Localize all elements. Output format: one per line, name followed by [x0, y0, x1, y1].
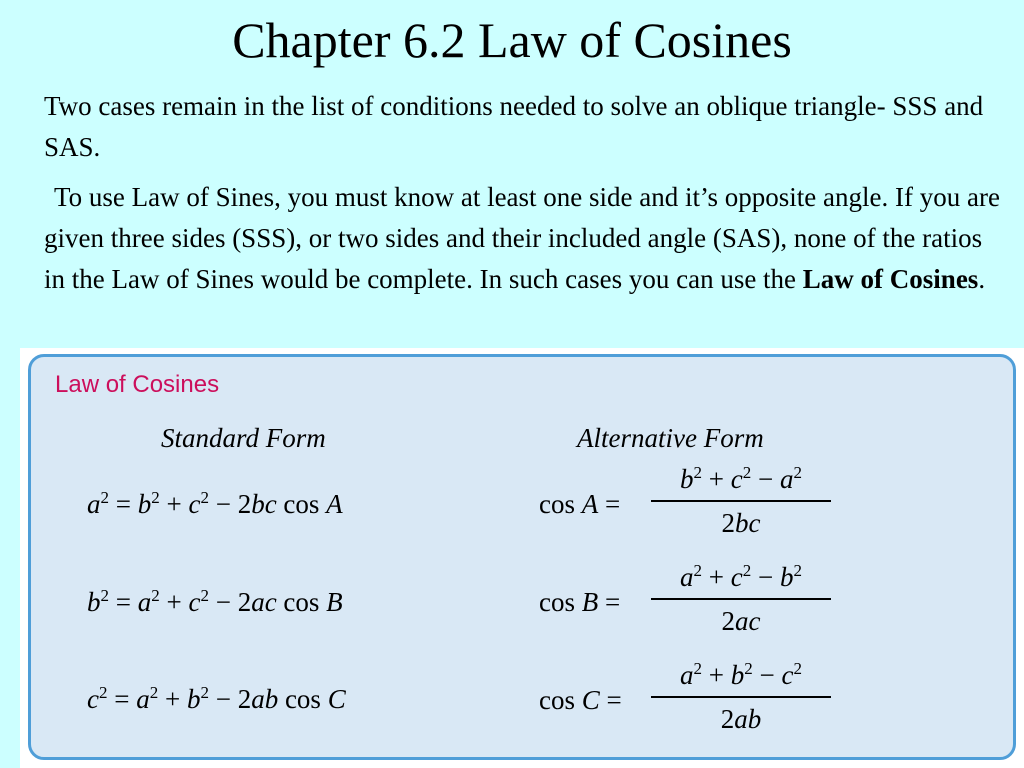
fraction-bar [651, 500, 831, 502]
alternative-lhs-a: cos A = [539, 489, 621, 519]
fraction-bar [651, 696, 831, 698]
formula-panel-background [20, 348, 1024, 768]
alternative-lhs-b: cos B = [539, 587, 621, 617]
alternative-lhs-c: cos C = [539, 685, 622, 715]
fraction-denominator: 2ab [720, 704, 762, 734]
standard-equation-b: $b^2 = a^2 + c^2 - 2ac$ cos B [87, 586, 343, 617]
alternative-fraction-b [651, 559, 831, 639]
fraction-bar [651, 598, 831, 600]
alternative-fraction-a [651, 461, 831, 541]
standard-equation-a: $a^2 = b^2 + c^2 - 2bc$ cos A [87, 488, 343, 519]
law-of-cosines-box [28, 354, 1016, 760]
explanation-end: . [978, 264, 986, 294]
fraction-numerator: $b^2 + c^2 - a^2$ [680, 463, 802, 494]
fraction-numerator: $a^2 + c^2 - b^2$ [680, 561, 802, 592]
fraction-denominator: 2ac [721, 606, 761, 636]
alternative-form-heading: Alternative Form [577, 423, 764, 453]
alternative-fraction-c [651, 657, 831, 737]
explanation-paragraph [44, 177, 1004, 300]
box-title: Law of Cosines [55, 371, 220, 398]
slide-title: Chapter 6.2 Law of Cosines [232, 12, 792, 68]
standard-equation-c: $c^2 = a^2 + b^2 - 2ab$ cos C [87, 683, 346, 714]
fraction-denominator: 2bc [721, 508, 761, 538]
law-of-cosines-bold: Law of Cosines [802, 264, 979, 294]
standard-form-heading: Standard Form [161, 423, 326, 453]
fraction-numerator: $a^2 + b^2 - c^2$ [680, 659, 802, 690]
explanation-text: To use Law of Sines, you must know at least one side and it’s opposite angle. If you are given three sides (SSS), or two sides and their included angle (SAS), none of the ratios in the Law of Sines would be complete. In such cases you can use the [44, 182, 1000, 294]
intro-paragraph: Two cases remain in the list of conditions needed to solve an oblique triangle- SSS and SAS. [44, 91, 984, 162]
